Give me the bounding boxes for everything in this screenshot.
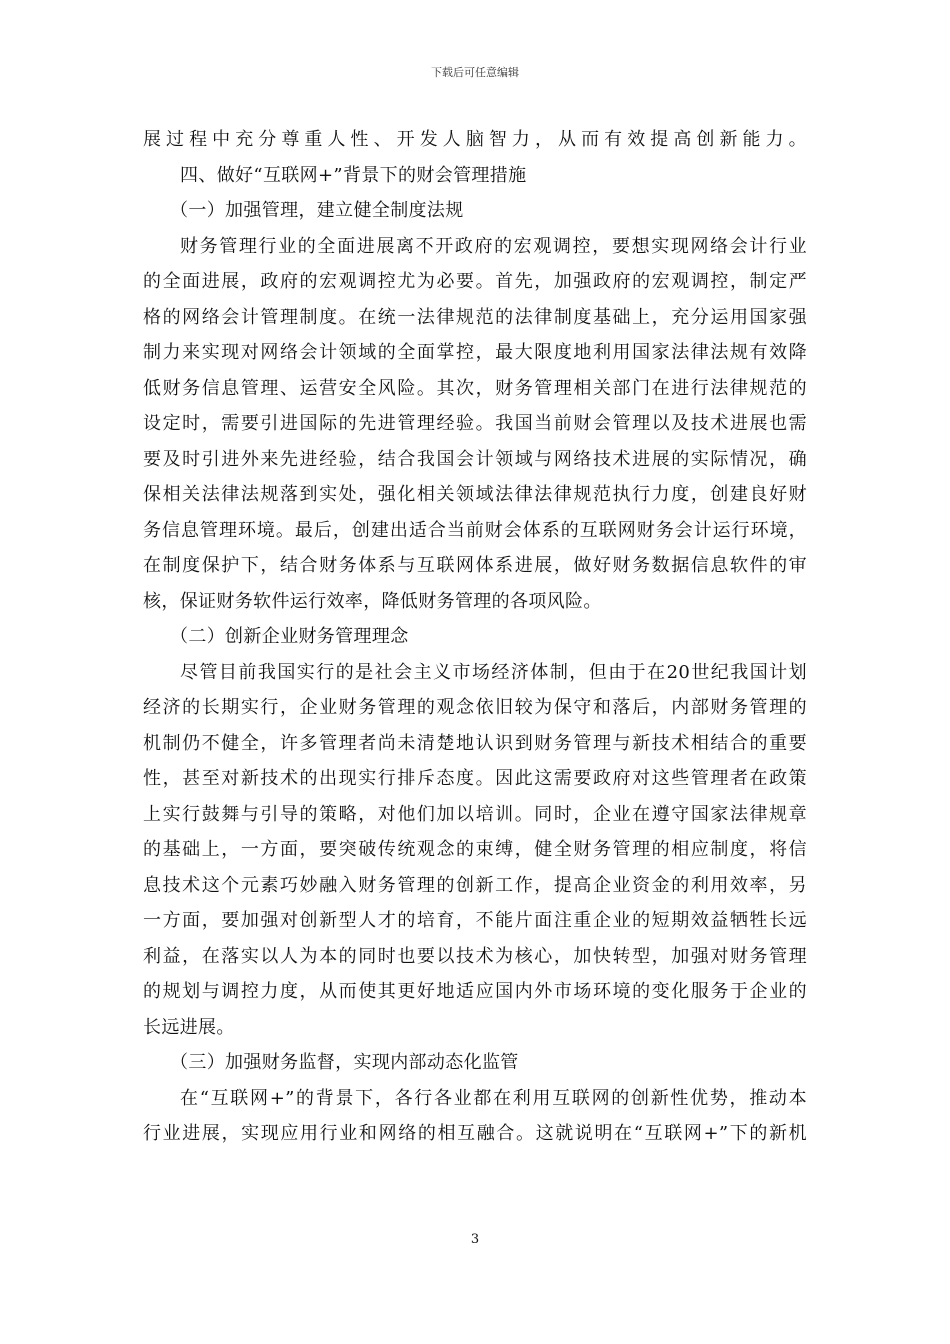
paragraph-line: 的规划与调控力度，从而使其更好地适应国内外市场环境的变化服务于企业的	[143, 981, 807, 1002]
paragraph-line: 务信息管理环境。最后，创建出适合当前财会体系的互联网财务会计运行环境，	[143, 519, 807, 541]
paragraph-line: 核，保证财务软件运行效率，降低财务管理的各项风险。	[143, 590, 602, 612]
subsection-heading: （三）加强财务监督，实现内部动态化监管	[170, 1052, 519, 1073]
paragraph-line: 的全面进展，政府的宏观调控尤为必要。首先，加强政府的宏观调控，制定严	[143, 271, 807, 292]
paragraph-line: 要及时引进外来先进经验，结合我国会计领域与网络技术进展的实际情况，确	[143, 448, 807, 470]
subsection-heading: （二）创新企业财务管理理念	[170, 626, 409, 647]
paragraph-line: 格的网络会计管理制度。在统一法律规范的法律制度基础上，充分运用国家强	[143, 306, 807, 328]
paragraph-line: 在“互联网+”的背景下，各行各业都在利用互联网的创新性优势，推动本	[180, 1087, 807, 1109]
paragraph-line: 上实行鼓舞与引导的策略，对他们加以培训。同时，企业在遵守国家法律规章	[143, 803, 807, 825]
paragraph-line: 长远进展。	[143, 1016, 235, 1038]
paragraph-line: 行业进展，实现应用行业和网络的相互融合。这就说明在“互联网+”下的新机	[143, 1123, 807, 1144]
paragraph-line: 的基础上，一方面，要突破传统观念的束缚，健全财务管理的相应制度，将信	[143, 839, 807, 860]
subsection-heading: （一）加强管理，建立健全制度法规	[170, 200, 464, 221]
paragraph-line: 在制度保护下，结合财务体系与互联网体系进展，做好财务数据信息软件的审	[143, 555, 807, 576]
paragraph-line: 展过程中充分尊重人性、开发人脑智力，从而有效提高创新能力。	[143, 129, 807, 150]
section-heading: 四、做好“互联网+”背景下的财会管理措施	[180, 164, 527, 186]
document-body	[143, 122, 807, 1152]
paragraph-line: 低财务信息管理、运营安全风险。其次，财务管理相关部门在进行法律规范的	[143, 377, 807, 399]
paragraph-line: 尽管目前我国实行的是社会主义市场经济体制，但由于在20世纪我国计划	[180, 661, 807, 683]
page-header-note: 下载后可任意编辑	[431, 66, 519, 79]
paragraph-line: 利益，在落实以人为本的同时也要以技术为核心，加快转型，加强对财务管理	[143, 945, 807, 967]
paragraph-line: 保相关法律法规落到实处，强化相关领域法律法律规范执行力度，创建良好财	[143, 484, 807, 505]
paragraph-line: 财务管理行业的全面进展离不开政府的宏观调控，要想实现网络会计行业	[180, 235, 807, 257]
paragraph-line: 制力来实现对网络会计领域的全面掌控，最大限度地利用国家法律法规有效降	[143, 342, 807, 363]
page-number: 3	[470, 1232, 480, 1247]
paragraph-line: 机制仍不健全，许多管理者尚未清楚地认识到财务管理与新技术相结合的重要	[143, 732, 807, 754]
paragraph-line: 性，甚至对新技术的出现实行排斥态度。因此这需要政府对这些管理者在政策	[143, 768, 807, 789]
paragraph-line: 息技术这个元素巧妙融入财务管理的创新工作，提高企业资金的利用效率，另	[143, 874, 807, 896]
paragraph-line: 经济的长期实行，企业财务管理的观念依旧较为保守和落后，内部财务管理的	[143, 697, 807, 718]
paragraph-line: 设定时，需要引进国际的先进管理经验。我国当前财会管理以及技术进展也需	[143, 413, 807, 434]
paragraph-line: 一方面，要加强对创新型人才的培育，不能片面注重企业的短期效益牺牲长远	[143, 910, 807, 931]
